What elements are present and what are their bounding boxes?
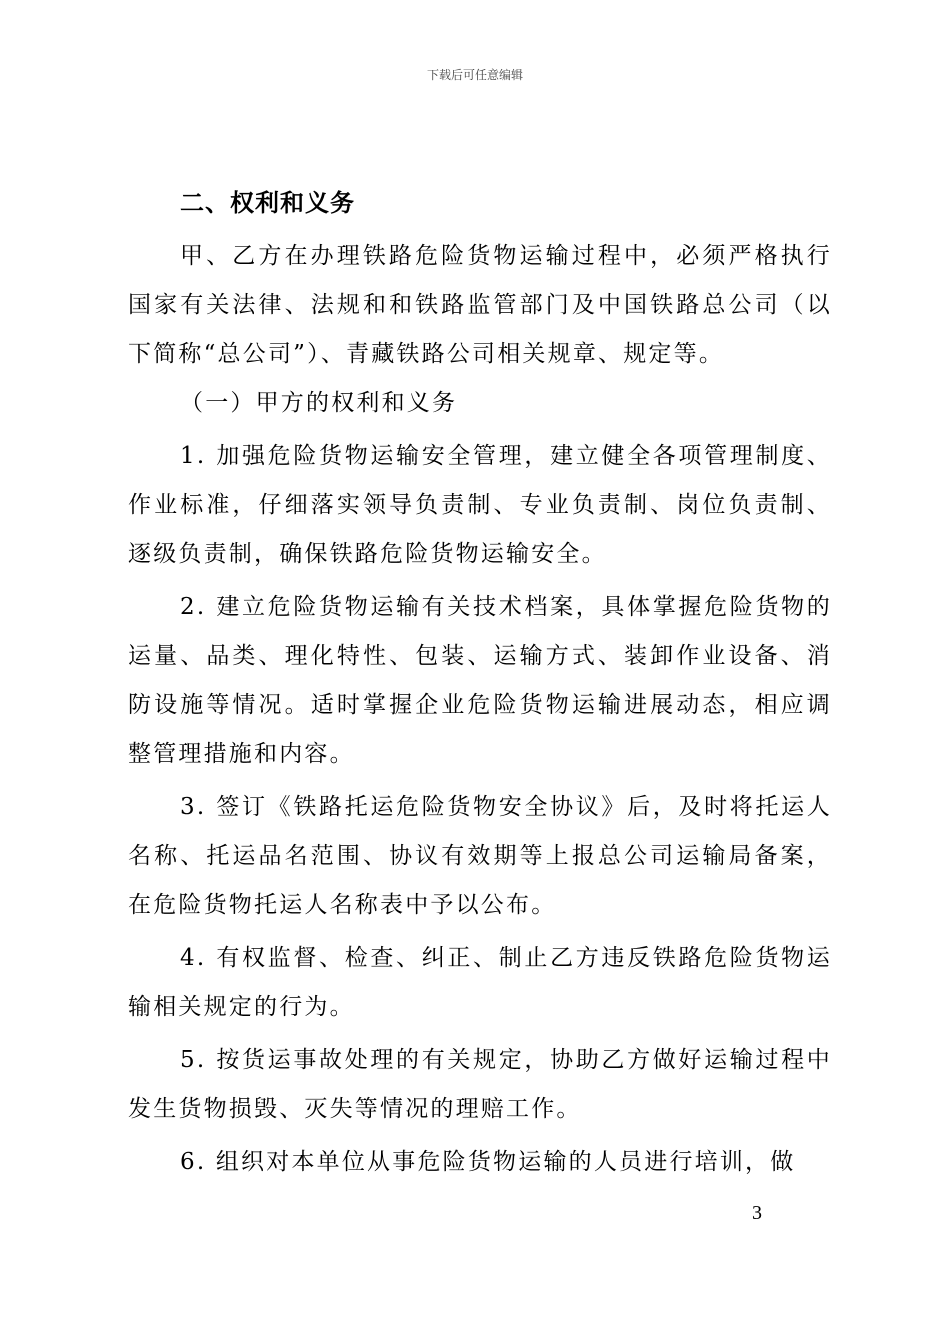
list-item: 2. 建立危险货物运输有关技术档案，具体掌握危险货物的运量、品类、理化特性、包装、运输方式、装卸作业设备、消防设施等情况。适时掌握企业危险货物运输进展动态，相应调整管理措施和内容。 bbox=[128, 594, 832, 767]
list-item: 1. 加强危险货物运输安全管理，建立健全各项管理制度、作业标准，仔细落实领导负责制、专业负责制、岗位负责制、逐级负责制，确保铁路危险货物运输安全。 bbox=[128, 443, 832, 567]
list-item: 3. 签订《铁路托运危险货物安全协议》后，及时将托运人名称、托运品名范围、协议有效期等上报总公司运输局备案，在危险货物托运人名称表中予以公布。 bbox=[128, 794, 832, 918]
page-number: 3 bbox=[752, 1202, 762, 1224]
list-item: 5. 按货运事故处理的有关规定，协助乙方做好运输过程中发生货物损毁、灭失等情况的理赔工作。 bbox=[128, 1047, 832, 1122]
section-title: 二、权利和义务 bbox=[180, 188, 355, 217]
subheading-party-a: （一）甲方的权利和义务 bbox=[180, 390, 458, 416]
list-item: 4. 有权监督、检查、纠正、制止乙方违反铁路危险货物运输相关规定的行为。 bbox=[128, 945, 832, 1020]
list-item: 6. 组织对本单位从事危险货物运输的人员进行培训，做 bbox=[180, 1149, 796, 1175]
document-body bbox=[128, 178, 832, 1187]
page-header-note: 下载后可任意编辑 bbox=[426, 68, 523, 82]
intro-paragraph: 甲、乙方在办理铁路危险货物运输过程中，必须严格执行国家有关法律、法规和和铁路监管部门及中国铁路总公司（以下简称“总公司”）、青藏铁路公司相关规章、规定等。 bbox=[128, 243, 832, 367]
